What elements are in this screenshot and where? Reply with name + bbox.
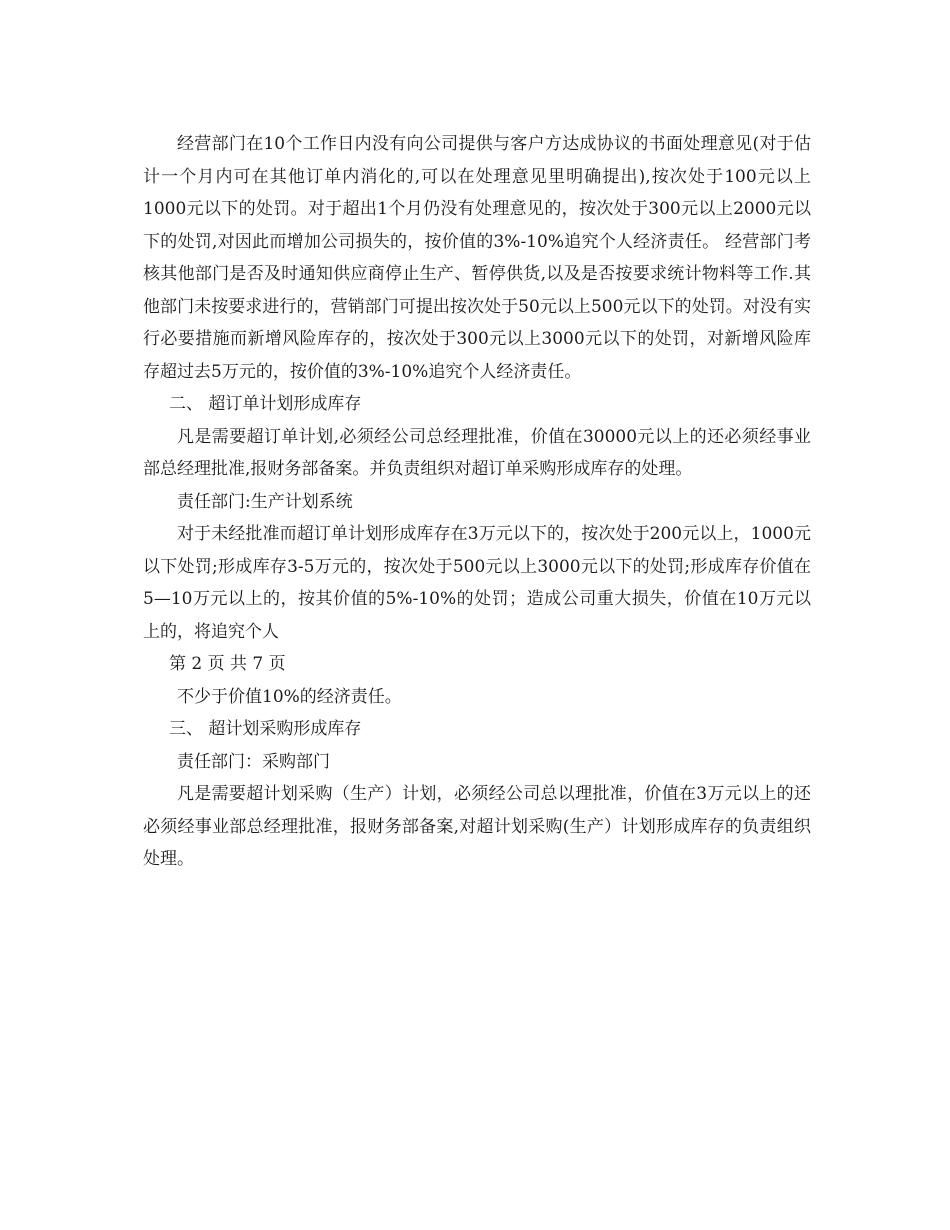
document-body [143,128,811,876]
paragraph-unapproved-inventory-penalties: 对于未经批准而超订单计划形成库存在3万元以下的，按次处于200元以上，1000元以下处罚;形成库存3-5万元的，按次处于500元以上3000元以下的处罚;形成库存价值在5—10万元以上的，按其价值的5%-10%的处罚；造成公司重大损失，价值在10万元以上的，将追究个人 [143,524,811,642]
section-heading-over-plan-purchase: 三、 超计划采购形成库存 [169,719,362,739]
paragraph-economic-responsibility: 不少于价值10%的经济责任。 [177,686,402,707]
responsible-dept-purchasing: 责任部门：采购部门 [177,751,330,772]
page-number: 第 2 页 共 7 页 [169,654,286,674]
paragraph-over-order-approval: 凡是需要超订单计划,必须经公司总经理批准，价值在30000元以上的还必须经事业部总经理批准,报财务部备案。并负责组织对超订单采购形成库存的处理。 [143,426,811,479]
section-heading-over-order-plan: 二、 超订单计划形成库存 [169,394,362,414]
responsible-dept-production-planning: 责任部门:生产计划系统 [177,491,353,512]
paragraph-over-plan-purchase-approval: 凡是需要超计划采购（生产）计划，必须经公司总以理批准，价值在3万元以上的还必须经事业部总经理批准，报财务部备案,对超计划采购(生产）计划形成库存的负责组织处理。 [143,784,811,869]
paragraph-operations-dept-penalties: 经营部门在10个工作日内没有向公司提供与客户方达成协议的书面处理意见(对于估计一个月内可在其他订单内消化的,可以在处理意见里明确提出),按次处于100元以上1000元以下的处罚。对于超出1个月仍没有处理意见的，按次处于300元以上2000元以下的处罚,对因此而增加公司损失的，按价值的3%-10%追究个人经济责任。 经营部门考核其他部门是否及时通知供应商停止生产、暂停供货,以及是否按要求统计物料等工作.其他部门未按要求进行的，营销部门可提出按次处于50元以上500元以下的处罚。对没有实行必要措施而新增风险库存的，按次处于300元以上3000元以下的处罚，对新增风险库存超过去5万元的，按价值的3%-10%追究个人经济责任。 [143,134,811,382]
